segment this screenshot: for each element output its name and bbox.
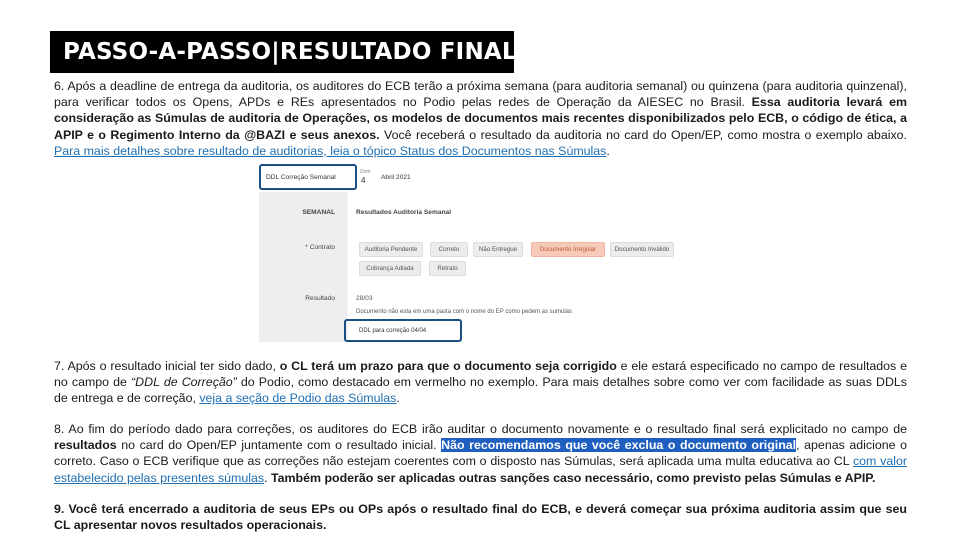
resultado-date: 28/03 — [356, 295, 373, 302]
status-documentos-link[interactable]: Para mais detalhes sobre resultado de auditorias, leia o tópico Status dos Documentos nas Súmulas — [54, 143, 607, 158]
podio-screenshot — [259, 164, 699, 342]
p8-bold: resultados — [54, 438, 117, 453]
p8-text-3: , apenas adicione o correto. Caso o ECB verifique que as correções não estejam coerentes com o disposto nas Súmulas, será aplicada uma multa educativa ao CL — [54, 438, 907, 469]
paragraph-6 — [54, 78, 907, 159]
section-title: Resultados Auditoria Semanal — [356, 209, 452, 216]
calendar-month-year: Abril 2021 — [381, 174, 411, 181]
calendar-day-name: Dom — [360, 169, 371, 175]
p7-text-4: . — [396, 391, 400, 406]
chip-retrato[interactable]: Retrato — [429, 261, 466, 276]
chip-cobranca-adiada[interactable]: Cobrança Adiada — [359, 261, 421, 276]
calendar-day-number: 4 — [361, 176, 366, 185]
resultado-note: Documento não esta em uma pasta com o nome do EP como pedem as sumulas — [356, 309, 573, 315]
paragraph-8 — [54, 421, 907, 486]
paragraph-9 — [54, 501, 907, 533]
p8-text-4: . — [264, 470, 271, 485]
p8-text: 8. Ao fim do período dado para correções, os auditores do ECB irão auditar o documento novamente e o resultado final será explicitado no campo de — [54, 422, 907, 436]
highlight-ddl-field — [259, 164, 357, 190]
p6-text-3: . — [606, 143, 610, 158]
p9-bold: 9. Você terá encerrado a auditoria de seus EPs ou OPs após o resultado final do ECB, e deverá começar sua próxima auditoria assim que seu CL apresentar novos resultados operacionais. — [54, 502, 907, 533]
semanal-label: SEMANAL — [302, 209, 335, 216]
chip-nao-entregue[interactable]: Não Entregue — [473, 242, 523, 257]
highlighted-text: Não recomendamos que você exclua o documento original — [441, 438, 797, 453]
chip-documento-irregular[interactable]: Documento Irregular — [531, 242, 605, 257]
chip-correto[interactable]: Correto — [430, 242, 468, 257]
p6-bold: Essa auditoria levará em consideração as Súmulas de auditoria de Operações, os modelos de documentos mais recentes disponibilizados pelo ECB, o código de ética, a APIP e o Regimento Interno da @BAZI e seus anexos. — [54, 95, 907, 142]
p6-text-2: Você receberá o resultado da auditoria no card do Open/EP, como mostra o exemplo abaixo. — [379, 127, 907, 142]
page-title: PASSO-A-PASSO|RESULTADO FINAL — [50, 31, 514, 73]
chip-auditoria-pendente[interactable]: Auditoria Pendente — [359, 242, 423, 257]
highlight-ddl-value — [344, 319, 462, 342]
p7-text-2: e ele estará especificado no campo de resultados e no campo de — [54, 359, 907, 390]
p7-text-3: do Podio, como destacado em vermelho no exemplo. Para mais detalhes sobre como ver com facilidade as suas DDLs de entrega e de correção, — [54, 375, 907, 406]
p8-bold-2: Também poderão ser aplicadas outras sanções caso necessário, como previsto pelas Súmulas e APIP. — [270, 470, 876, 485]
podio-sumulas-link[interactable]: veja a seção de Podio das Súmulas — [199, 391, 397, 406]
ddl-correcao-value: DDL para correção 04/04 — [359, 328, 427, 334]
p7-italic: “DDL de Correção” — [131, 375, 237, 390]
p7-text: 7. Após o resultado inicial ter sido dado, — [54, 359, 280, 373]
valor-sumulas-link[interactable]: com valor estabelecido pelas presentes súmulas — [54, 454, 907, 485]
ddl-correcao-label: DDL Correção Semanal — [266, 174, 336, 181]
chip-documento-invalido[interactable]: Documento Inválido — [610, 242, 674, 257]
p8-text-2: no card do Open/EP juntamente com o resultado inicial. — [116, 438, 442, 453]
p6-text: 6. Após a deadline de entrega da auditoria, os auditores do ECB terão a próxima semana (para auditoria semanal) ou quinzena (para auditoria quinzenal), para verificar todos os Opens, APDs e REs apresentados no Podio pelas redes de Operação da AIESEC no Brasil. — [54, 79, 907, 110]
p7-bold: o CL terá um prazo para que o documento seja corrigido — [279, 359, 617, 373]
paragraph-7 — [54, 358, 907, 407]
resultado-label: Resultado — [305, 295, 335, 302]
contrato-label: * Contrato — [305, 244, 335, 251]
